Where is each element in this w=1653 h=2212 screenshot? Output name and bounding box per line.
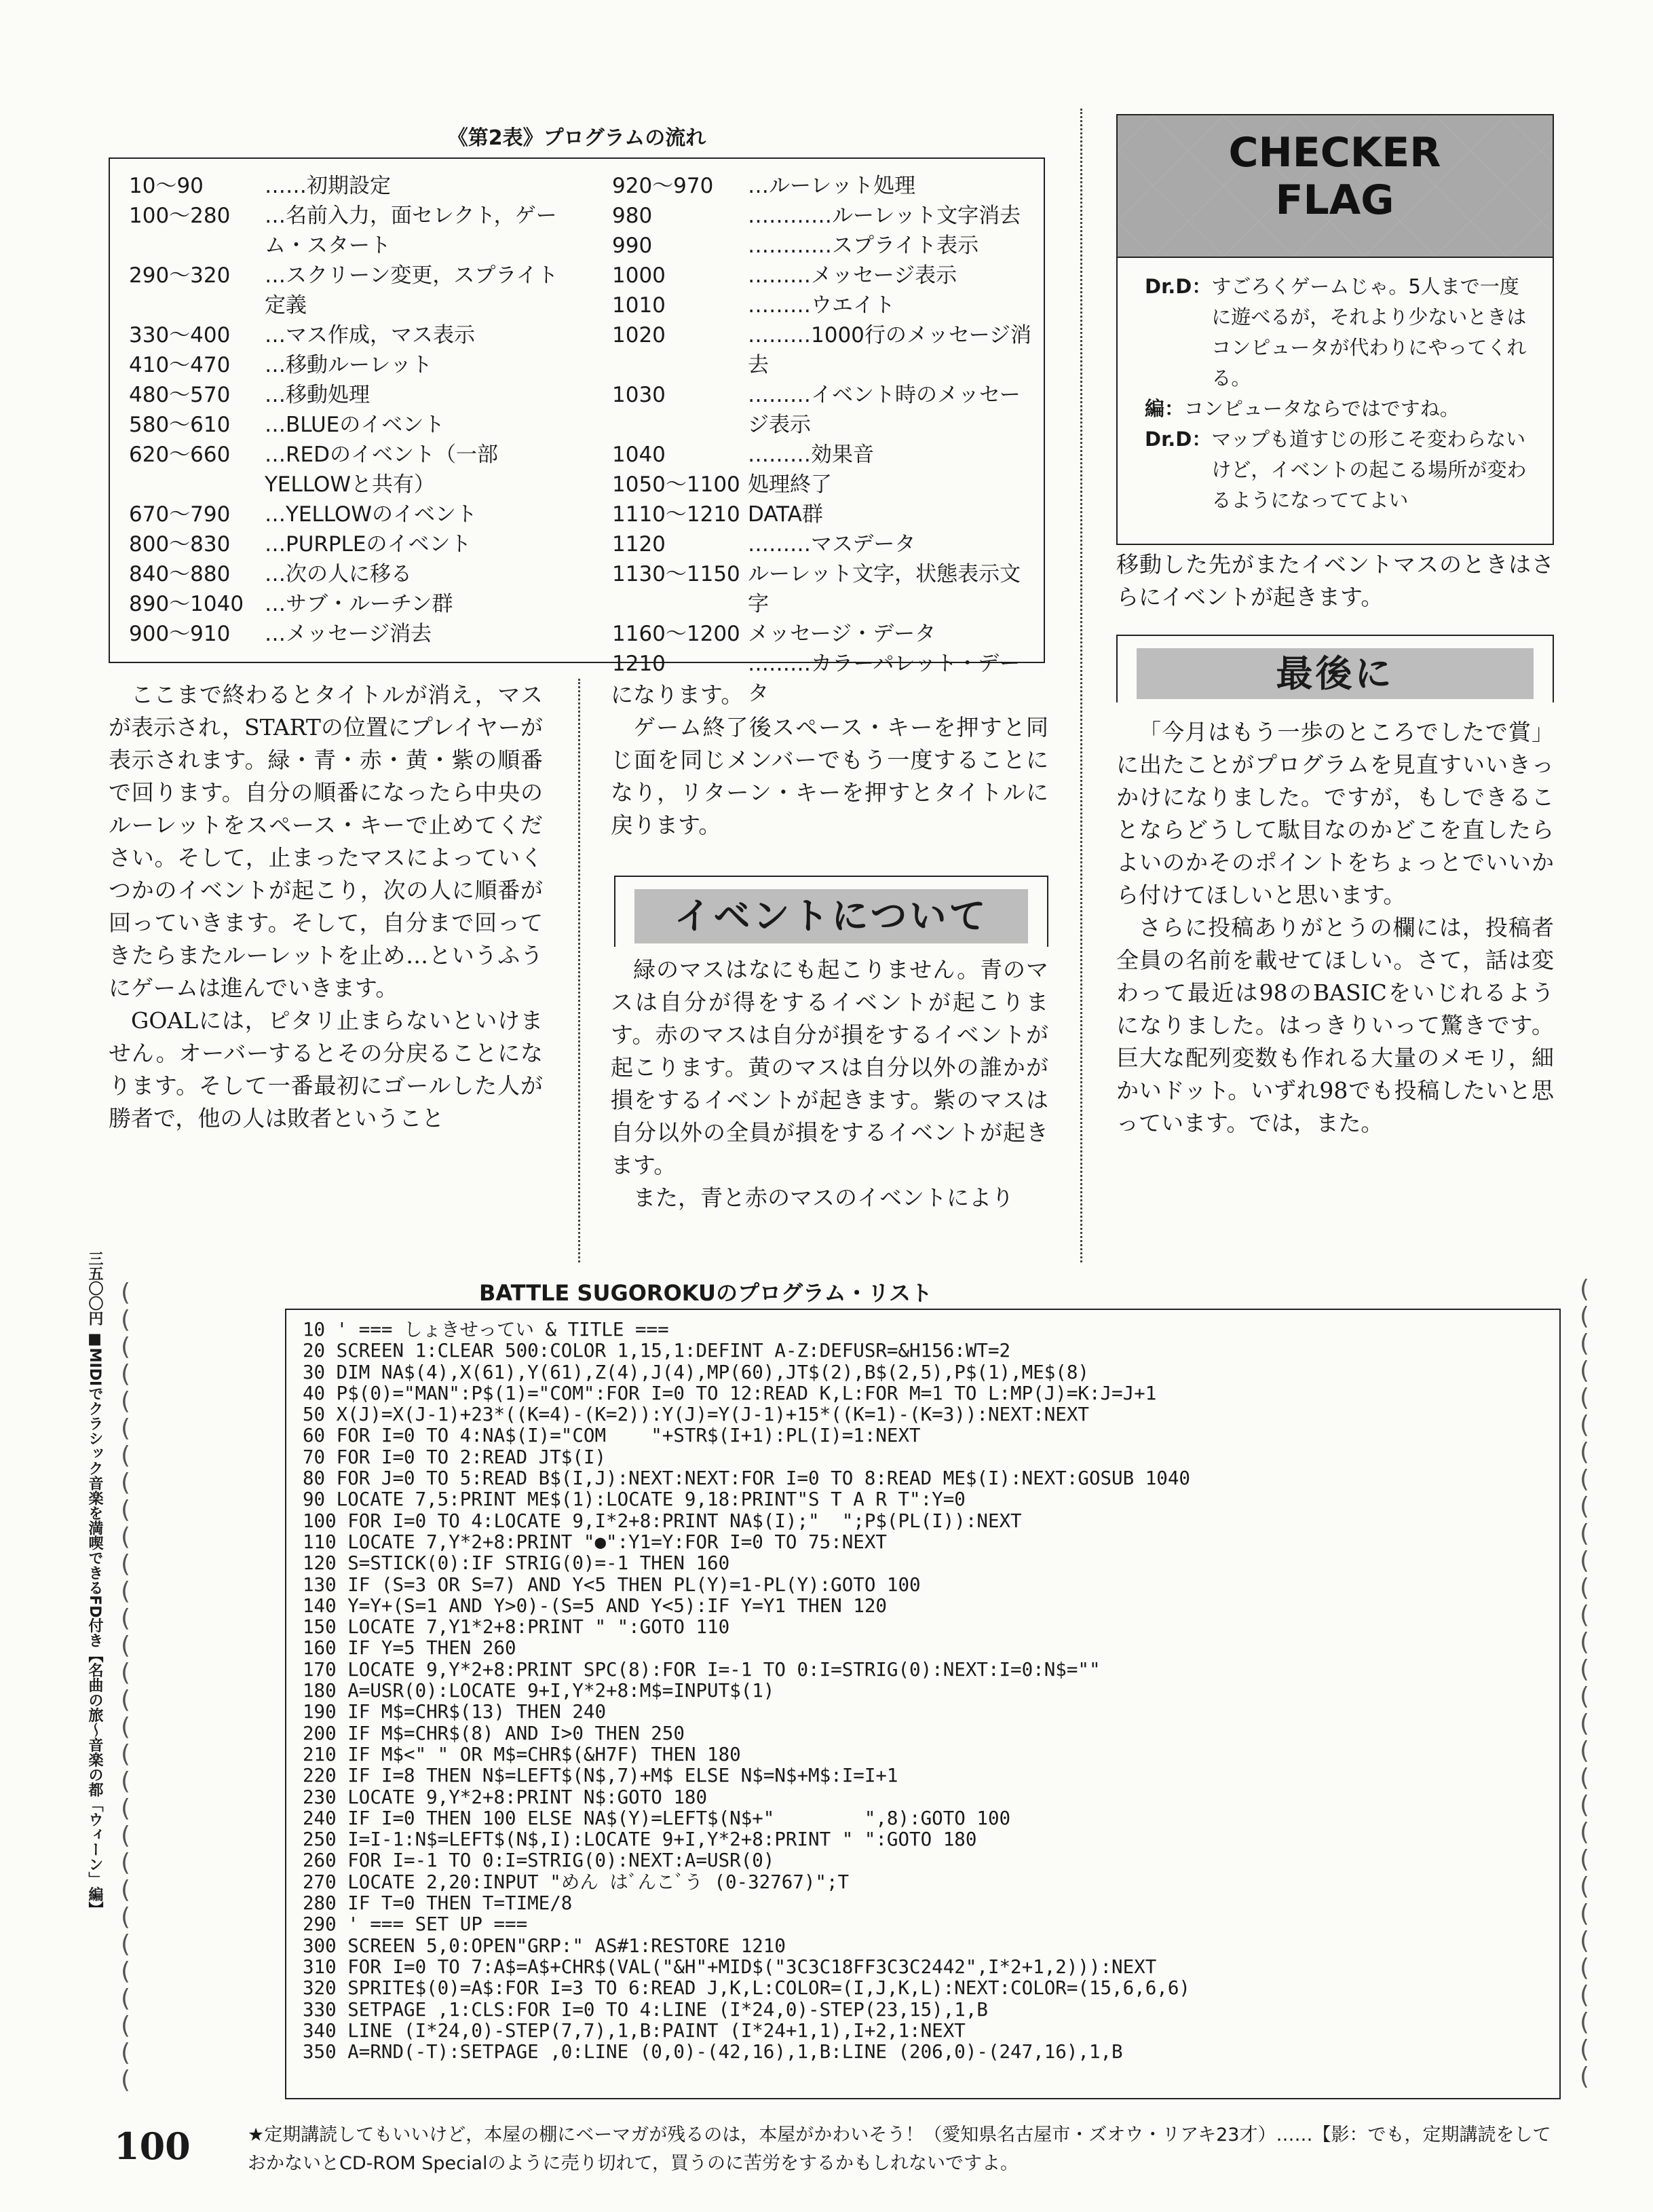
- binding-ring-icon: (: [1579, 1628, 1590, 1656]
- code-line: 40 P$(0)="MAN":P$(1)="COM":FOR I=0 TO 12:READ K,L:FOR M=1 TO L:MP(J)=K:J=J+1: [303, 1382, 1157, 1404]
- line-description: ………カラーパレット・データ: [748, 652, 1021, 706]
- line-range: 620～660: [129, 443, 231, 467]
- binding-ring-icon: (: [1579, 1710, 1590, 1738]
- table-row: [612, 171, 1033, 201]
- code-line: 100 FOR I=0 TO 4:LOCATE 9,I*2+8:PRINT NA$(I);" ";P$(PL(I)):NEXT: [303, 1510, 1022, 1532]
- code-line: 90 LOCATE 7,5:PRINT ME$(1):LOCATE 9,18:PRINT"S T A R T":Y=0: [303, 1488, 966, 1511]
- binding-ring-icon: (: [120, 1360, 131, 1388]
- line-range: 900～910: [129, 622, 231, 646]
- binding-ring-icon: (: [120, 2012, 131, 2040]
- binding-ring-icon: (: [1579, 1493, 1590, 1520]
- code-line: 120 S=STICK(0):IF STRIG(0)=-1 THEN 160: [303, 1552, 730, 1575]
- binding-ring-icon: (: [120, 1577, 131, 1605]
- line-range: 410～470: [129, 353, 231, 377]
- code-line: 30 DIM NA$(4),X(61),Y(61),Z(4),J(4),MP(60),JT$(2),B$(2,5),P$(1),ME$(8): [303, 1361, 1089, 1383]
- binding-ring-icon: (: [120, 1496, 131, 1524]
- binding-ring-icon: (: [1579, 1601, 1590, 1629]
- table-row: [129, 529, 563, 559]
- code-line: 80 FOR J=0 TO 5:READ B$(I,J):NEXT:NEXT:FOR I=0 TO 8:READ ME$(I):NEXT:GOSUB 1040: [303, 1467, 1190, 1490]
- table-row: [612, 231, 1033, 261]
- table-row: [612, 290, 1033, 320]
- line-description: …次の人に移る: [265, 562, 412, 586]
- code-line: 240 IF I=0 THEN 100 ELSE NA$(Y)=LEFT$(N$+" ",8):GOTO 100: [303, 1807, 1011, 1829]
- table-right-column: [612, 171, 1033, 709]
- binding-ring-icon: (: [120, 1469, 131, 1497]
- binding-ring-icon: (: [120, 1442, 131, 1469]
- line-range: 920～970: [612, 174, 714, 198]
- line-description: ………イベント時のメッセージ表示: [748, 383, 1021, 437]
- table-row: [612, 619, 1033, 649]
- binding-ring-icon: (: [1579, 1927, 1590, 1955]
- line-range: 1040: [612, 443, 666, 467]
- line-range: 1110～1210: [612, 502, 740, 527]
- line-range: 800～830: [129, 532, 231, 557]
- code-line: 320 SPRITE$(0)=A$:FOR I=3 TO 6:READ J,K,L:COLOR=(I,J,K,L):NEXT:COLOR=(15,6,6,6): [303, 1977, 1190, 2000]
- code-line: 300 SCREEN 5,0:OPEN"GRP:" AS#1:RESTORE 1210: [303, 1934, 786, 1957]
- binding-ring-icon: (: [120, 2066, 131, 2094]
- line-range: 100～280: [129, 204, 231, 228]
- line-range: 1210: [612, 652, 666, 676]
- line-range: 330～400: [129, 323, 231, 348]
- line-range: 480～570: [129, 383, 231, 407]
- sidebar-ad-text: 三五〇〇円 ■MIDIでクラシック音楽を満喫できるFD付き【名曲の旅～音楽の都「ウィーン」編】: [86, 1251, 103, 1917]
- binding-spiral-left: [112, 1279, 139, 2094]
- line-description: …マス作成，マス表示: [265, 323, 475, 348]
- paragraph: ここまで終わるとタイトルが消え，マスが表示され，STARTの位置にプレイヤーが表示されます。緑・青・赤・黄・紫の順番で回ります。自分の順番になったら中央のルーレットをスペース・キーで止めてください。そして，止まったマスによっていくつかのイベントが起こり，次の人に順番が回っていきます。そして，自分まで回ってきたらまたルーレットを止め…というふうにゲームは進んでいきます。: [109, 681, 543, 1001]
- column-divider: [578, 679, 580, 1262]
- dialogue-line: [1145, 271, 1532, 394]
- table-row: [129, 261, 563, 320]
- dialogue-line: [1145, 424, 1532, 516]
- binding-ring-icon: (: [120, 1957, 131, 1985]
- line-range: 1130～1150: [612, 562, 740, 586]
- binding-ring-icon: (: [1579, 1520, 1590, 1548]
- line-description: ………メッセージ表示: [748, 263, 957, 288]
- checker-title-line: FLAG: [1275, 176, 1394, 224]
- code-line: 140 Y=Y+(S=1 AND Y>0)-(S=5 AND Y<5):IF Y=Y1 THEN 120: [303, 1594, 887, 1617]
- table-row: [129, 380, 563, 410]
- line-description: …サブ・ルーチン群: [265, 592, 453, 616]
- binding-ring-icon: (: [1579, 1791, 1590, 1819]
- code-line: 200 IF M$=CHR$(8) AND I>0 THEN 250: [303, 1722, 685, 1744]
- table-row: [129, 589, 563, 619]
- line-range: 990: [612, 233, 653, 258]
- binding-ring-icon: (: [1579, 1818, 1590, 1846]
- table-row: [612, 440, 1033, 470]
- line-range: 1000: [612, 263, 666, 288]
- table-row: [612, 380, 1033, 440]
- table-row: [612, 500, 1033, 529]
- line-range: 890～1040: [129, 592, 244, 616]
- code-line: 70 FOR I=0 TO 2:READ JT$(I): [303, 1446, 607, 1468]
- line-description: ……初期設定: [265, 174, 391, 198]
- listing-title: BATTLE SUGOROKUのプログラム・リスト: [478, 1280, 933, 1306]
- line-range: 580～610: [129, 413, 231, 437]
- binding-ring-icon: (: [120, 1713, 131, 1741]
- line-description: ………ウエイト: [748, 293, 895, 318]
- binding-ring-icon: (: [1579, 1981, 1590, 2009]
- page-number: 100: [114, 2124, 191, 2168]
- binding-ring-icon: (: [1579, 1655, 1590, 1683]
- table-row: [612, 470, 1033, 500]
- program-listing: [285, 1309, 1561, 2099]
- binding-ring-icon: (: [120, 2039, 131, 2067]
- binding-ring-icon: (: [1579, 1873, 1590, 1900]
- line-range: 1120: [612, 532, 666, 557]
- listing-lines: [303, 1319, 1190, 2063]
- binding-ring-icon: (: [120, 1903, 131, 1931]
- paragraph: になります。: [611, 681, 744, 708]
- code-line: 110 LOCATE 7,Y*2+8:PRINT "●":Y1=Y:FOR I=0 TO 75:NEXT: [303, 1531, 887, 1553]
- line-description: …………ルーレット文字消去: [748, 204, 1021, 228]
- paragraph: GOALには，ピタリ止まらないといけません。オーバーするとその分戻ることになります。そして一番最初にゴールした人が勝者で，他の人は敗者ということ: [109, 1007, 543, 1131]
- code-line: 220 IF I=8 THEN N$=LEFT$(N$,7)+M$ ELSE N$=N$+M$:I=I+1: [303, 1765, 898, 1787]
- table-row: [129, 201, 563, 261]
- line-description: …PURPLEのイベント: [265, 532, 472, 557]
- binding-ring-icon: (: [120, 1876, 131, 1904]
- binding-ring-icon: (: [1579, 2008, 1590, 2036]
- line-description: …スクリーン変更，スプライト定義: [265, 263, 558, 318]
- line-description: …YELLOWのイベント: [265, 502, 478, 527]
- binding-ring-icon: (: [1579, 1547, 1590, 1575]
- code-line: 20 SCREEN 1:CLEAR 500:COLOR 1,15,1:DEFINT A-Z:DEFUSR=&H156:WT=2: [303, 1340, 1011, 1362]
- line-range: 840～880: [129, 562, 231, 586]
- column-divider: [1080, 109, 1082, 1262]
- line-range: 1160～1200: [612, 622, 740, 646]
- line-description: …移動処理: [265, 383, 370, 407]
- binding-ring-icon: (: [120, 1767, 131, 1795]
- binding-ring-icon: (: [1579, 1275, 1590, 1303]
- binding-ring-icon: (: [1579, 1683, 1590, 1710]
- binding-ring-icon: (: [1579, 1384, 1590, 1412]
- code-line: 170 LOCATE 9,Y*2+8:PRINT SPC(8):FOR I=-1 TO 0:I=STRIG(0):NEXT:I=0:N$="": [303, 1658, 1101, 1681]
- line-range: 980: [612, 204, 653, 228]
- dialogue-text: コンピュータならではですね。: [1184, 397, 1460, 420]
- binding-ring-icon: (: [120, 1523, 131, 1551]
- binding-ring-icon: (: [120, 1849, 131, 1877]
- binding-ring-icon: (: [1579, 1900, 1590, 1928]
- binding-ring-icon: (: [120, 1605, 131, 1632]
- line-range: 1030: [612, 383, 666, 407]
- code-line: 290 ' === SET UP ===: [303, 1913, 528, 1936]
- table-row: [612, 559, 1033, 619]
- line-description: …REDのイベント（一部YELLOWと共有）: [265, 443, 498, 497]
- table-row: [129, 440, 563, 500]
- table-row: [129, 320, 563, 350]
- code-line: 260 FOR I=-1 TO 0:I=STRIG(0):NEXT:A=USR(0): [303, 1850, 775, 1872]
- code-line: 160 IF Y=5 THEN 260: [303, 1637, 516, 1660]
- speaker: Dr.D：: [1145, 428, 1212, 451]
- binding-ring-icon: (: [120, 1550, 131, 1578]
- code-line: 210 IF M$<" " OR M$=CHR$(&H7F) THEN 180: [303, 1743, 741, 1765]
- table-row: [612, 201, 1033, 231]
- line-description: …ルーレット処理: [748, 174, 916, 198]
- line-description: メッセージ・データ: [748, 622, 936, 646]
- dialogue-line: [1145, 394, 1532, 424]
- paragraph: また，青と赤のマスのイベントにより: [633, 1184, 1014, 1211]
- code-line: 280 IF T=0 THEN T=TIME/8: [303, 1892, 573, 1915]
- paragraph: 「今月はもう一歩のところでしたで賞」に出たことがプログラムを見直すいいきっかけになりました。ですが，もしできることならどうして駄目なのかどこを直したらよいのかそのポイントをちょっとでいいから付けてほしいと思います。: [1116, 719, 1554, 908]
- code-line: 270 LOCATE 2,20:INPUT "めん はﾞんこﾞう (0-32767)";T: [303, 1871, 850, 1893]
- binding-ring-icon: (: [1579, 1465, 1590, 1493]
- code-line: 10 ' === しょきせってい & TITLE ===: [303, 1319, 669, 1341]
- checker-flag-title: [1213, 129, 1457, 224]
- table-row: [129, 619, 563, 649]
- code-line: 190 IF M$=CHR$(13) THEN 240: [303, 1701, 607, 1723]
- binding-ring-icon: (: [120, 1387, 131, 1415]
- binding-ring-icon: (: [1579, 2063, 1590, 2091]
- binding-ring-icon: (: [120, 1333, 131, 1361]
- binding-ring-icon: (: [1579, 1764, 1590, 1792]
- code-line: 250 I=I-1:N$=LEFT$(N$,I):LOCATE 9+I,Y*2+8:PRINT " ":GOTO 180: [303, 1829, 977, 1851]
- speaker: Dr.D：: [1145, 275, 1212, 298]
- checker-dialogue: [1145, 271, 1532, 516]
- body-column-2-continued: [611, 954, 1048, 1262]
- body-column-1: [109, 679, 543, 1262]
- body-column-2: [611, 679, 1048, 862]
- body-column-3: [1116, 716, 1554, 1259]
- dialogue-text: すごろくゲームじゃ。5人まで一度に遊べるが，それより少ないときはコンピュータが代わりにやってくれる。: [1211, 275, 1527, 390]
- table-row: [612, 261, 1033, 290]
- line-range: 1050～1100: [612, 472, 740, 497]
- table-title: 《第2表》プログラムの流れ: [447, 126, 706, 150]
- footnote: ★定期講読してもいいけど，本屋の棚にベーマガが残るのは，本屋がかわいそう！（愛知県名古屋市・ズオウ・リアキ23才）……【影：でも，定期講読をしておかないとCD-ROM Specialのように売り切れて，買うのに苦労をするかもしれないですよ。: [248, 2124, 1551, 2174]
- code-line: 180 A=USR(0):LOCATE 9+I,Y*2+8:M$=INPUT$(1): [303, 1680, 775, 1702]
- table-row: [129, 171, 563, 201]
- binding-ring-icon: (: [120, 1795, 131, 1822]
- paragraph: ゲーム終了後スペース・キーを押すと同じ面を同じメンバーでもう一度することになり，リターン・キーを押すとタイトルに戻ります。: [611, 714, 1048, 838]
- table-row: [129, 500, 563, 529]
- line-range: 10～90: [129, 174, 204, 198]
- line-description: …名前入力，面セレクト，ゲーム・スタート: [265, 204, 557, 258]
- line-range: 1010: [612, 293, 666, 318]
- dialogue-text: マップも道すじの形こそ変わらないけど，イベントの起こる場所が変わるようになっててよい: [1211, 428, 1527, 512]
- checker-title-line: CHECKER: [1228, 129, 1441, 176]
- section-heading-finally: 最後に: [1137, 648, 1534, 699]
- line-range: 1020: [612, 323, 666, 348]
- binding-ring-icon: (: [120, 1279, 131, 1307]
- binding-ring-icon: (: [1579, 1438, 1590, 1466]
- binding-ring-icon: (: [1579, 1737, 1590, 1765]
- binding-ring-icon: (: [1579, 1357, 1590, 1385]
- line-description: DATA群: [748, 502, 823, 527]
- line-range: 290～320: [129, 263, 231, 288]
- binding-ring-icon: (: [1579, 1574, 1590, 1602]
- binding-ring-icon: (: [120, 1414, 131, 1442]
- code-line: 330 SETPAGE ,1:CLS:FOR I=0 TO 4:LINE (I*24,0)-STEP(23,15),1,B: [303, 1998, 988, 2021]
- line-description: ルーレット文字，状態表示文字: [748, 562, 1021, 616]
- paragraph: 移動した先がまたイベントマスのときはさらにイベントが起きます。: [1116, 551, 1554, 610]
- binding-ring-icon: (: [120, 1985, 131, 2012]
- line-description: ………効果音: [748, 443, 874, 467]
- line-description: ………マスデータ: [748, 532, 916, 557]
- binding-ring-icon: (: [120, 1740, 131, 1768]
- table-row: [612, 529, 1033, 559]
- code-line: 60 FOR I=0 TO 4:NA$(I)="COM "+STR$(I+1):PL(I)=1:NEXT: [303, 1425, 921, 1447]
- binding-ring-icon: (: [120, 1632, 131, 1660]
- paragraph: さらに投稿ありがとうの欄には，投稿者全員の名前を載せてほしい。さて，話は変わって最近は98のBASICをいじれるようになりました。はっきりいって驚きです。巨大な配列変数も作れる大量のメモリ，細かいドット。いずれ98でも投稿したいと思っています。では，また。: [1116, 914, 1554, 1136]
- binding-ring-icon: (: [1579, 1845, 1590, 1873]
- binding-ring-icon: (: [1579, 1954, 1590, 1982]
- code-line: 50 X(J)=X(J-1)+23*((K=4)-(K=2)):Y(J)=Y(J-1)+15*((K=1)-(K=3)):NEXT:NEXT: [303, 1404, 1089, 1426]
- code-line: 350 A=RND(-T):SETPAGE ,0:LINE (0,0)-(42,16),1,B:LINE (206,0)-(247,16),1,B: [303, 2041, 1123, 2063]
- line-description: …………スプライト表示: [748, 233, 979, 258]
- binding-ring-icon: (: [120, 1659, 131, 1687]
- table-row: [612, 320, 1033, 380]
- code-line: 150 LOCATE 7,Y1*2+8:PRINT " ":GOTO 110: [303, 1616, 730, 1638]
- code-line: 230 LOCATE 9,Y*2+8:PRINT N$:GOTO 180: [303, 1786, 708, 1808]
- table-row: [129, 410, 563, 440]
- checker-flag-box: [1116, 114, 1554, 545]
- binding-ring-icon: (: [120, 1930, 131, 1958]
- code-line: 340 LINE (I*24,0)-STEP(7,7),1,B:PAINT (I*24+1,1),I+2,1:NEXT: [303, 2019, 966, 2042]
- code-line: 130 IF (S=3 OR S=7) AND Y<5 THEN PL(Y)=1-PL(Y):GOTO 100: [303, 1573, 921, 1596]
- line-description: …メッセージ消去: [265, 622, 432, 646]
- speaker: 編：: [1145, 397, 1185, 420]
- code-line: 310 FOR I=0 TO 7:A$=A$+CHR$(VAL("&H"+MID$("3C3C18FF3C3C2442",I*2+1,2))):NEXT: [303, 1955, 1157, 1978]
- line-description: 処理終了: [748, 472, 832, 497]
- binding-ring-icon: (: [120, 1686, 131, 1714]
- binding-ring-icon: (: [1579, 1302, 1590, 1330]
- binding-ring-icon: (: [1579, 2036, 1590, 2063]
- binding-spiral-right: [1571, 1276, 1598, 2091]
- binding-ring-icon: (: [120, 1822, 131, 1850]
- line-description: ………1000行のメッセージ消去: [748, 323, 1032, 377]
- binding-ring-icon: (: [1579, 1330, 1590, 1357]
- section-heading-events: イベントについて: [634, 889, 1028, 943]
- line-description: …移動ルーレット: [265, 353, 433, 377]
- binding-ring-icon: (: [120, 1306, 131, 1334]
- table-row: [129, 350, 563, 380]
- binding-ring-icon: (: [1579, 1411, 1590, 1439]
- line-description: …BLUEのイベント: [265, 413, 445, 437]
- table-row: [129, 559, 563, 589]
- paragraph: 緑のマスはなにも起こりません。青のマスは自分が得をするイベントが起こります。赤のマスは自分が損をするイベントが起こります。黄のマスは自分以外の誰かが損をするイベントが起きます。紫のマスは自分以外の全員が損をするイベントが起きます。: [611, 956, 1048, 1178]
- line-range: 670～790: [129, 502, 231, 527]
- table-left-column: [129, 171, 563, 649]
- body-column-3-top: [1116, 548, 1554, 630]
